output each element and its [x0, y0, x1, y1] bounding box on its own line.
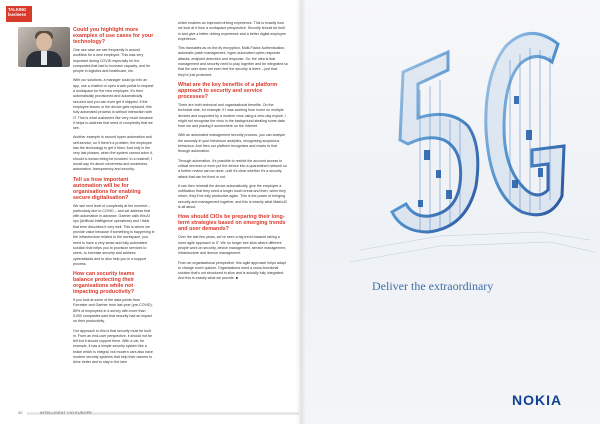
interviewee-portrait [18, 27, 70, 67]
page-footer [0, 410, 300, 418]
answer-paragraph: There are both technical and organisational benefits. On the technical side, for example, if I was working from home on multiple devices and supported by a modern virus using a zero-day exploit, I might not recognise the virus in the background stealing some data from me and placing it somewhere on the Internet. [178, 102, 286, 129]
question-heading: Could you highlight more examples of use cases for your technology? [73, 27, 154, 45]
article-column-2 [178, 21, 288, 286]
nokia-logo: NOKIA [512, 392, 563, 408]
answer-paragraph: This translates as on-the-fly encryption, Multi-Factor Authentication, automatic patch management, hyper-automated cyber-response attacks, endpoint detection and response. So, the idea is that management and security need to play together and be integrated so that the user does not even feel the security is there – just that they're just protected. [178, 46, 288, 77]
page-number: 40 [18, 410, 23, 415]
question-heading: What are the key benefits of a platform approach to security and service processes? [178, 81, 278, 100]
answer-paragraph: Another example is around hyper automation and self-service, so if there's a problem, the employee has the technology to get it fixed. And only in the very last phases, when the system cannot solve it, should a human being be involved. In a nutshell, I would say it's about cleverness and smartness, automation, transparency and security. [73, 135, 153, 172]
answer-paragraph: One use case we see frequently is around workflow for a new employee. This was very important during COVID especially for the companies that had to increase capacity, and for people in logistics and healthcare, etc. [73, 48, 151, 74]
answer-paragraph: If you look at some of the data points from Forrester and Gartner from last year (pre-COVID), 85% of employees in a survey with more than 5,000 companies said that security had an impact on their productivity. [73, 298, 153, 324]
article-column-1 [73, 27, 155, 370]
nokia-advert-page [300, 0, 600, 424]
5g-illustration [300, 0, 600, 424]
question-heading: Tell us how important automation will be for organisations for enabling secure digitalisation? [73, 176, 141, 201]
brand-line-1: TALKING [8, 7, 27, 12]
question-heading: How can security teams balance protecting their organisations while not impacting productivity? [73, 271, 135, 296]
page-gutter [296, 0, 306, 424]
publication-name: INTELLIGENT CIO EUROPE [40, 410, 92, 415]
answer-paragraph: Through automation, it's possible to restrict the account access to critical services or even put the device into a quarantined network so a further review can be done, until it's clear whether it's a security attack that can be fixed or not. [178, 158, 287, 179]
answer-paragraph: We see next level of complexity at the moment – particularly due to COVID – and we address that with automation in advance. Gartner calls this AI ops (Artificial Intelligence operations) and I think that term describes it very well. This is where we provide value because if something is happening in the infrastructure related to the workspace, you need to have a very smart and fully automated solution that helps you to provision services to users, to increase security and address cyberattacks and to also help you in a support process. [73, 203, 155, 266]
answer-paragraph: which enables an improved driving experience. This is exactly how we look at it from a workspace perspective. Security should be built in and give a better driving experience and a better digital employee experience. [178, 21, 286, 41]
answer-paragraph: With our solutions, a manager could go into an app, use a chatbot or open a web portal to request a workspace for the new employee. It's then automatically provisioned and automatically secured and you can even get it shipped. If the employee leaves or the device gets replaced, this fully automated process is without interaction with IT. This is what customers like very much because it helps to address that need of complexity that we see. [73, 78, 154, 131]
brand-line-2: business [8, 12, 27, 17]
talking-business-logo [6, 6, 32, 22]
advert-tagline: Deliver the extraordinary [372, 279, 494, 293]
answer-paragraph: Our approach to this is that security must be built in. From an end-user perspective, it should not be felt but it should support them. With a car, for example, it has a simple security system like a brake which is integral, but modern cars also have modern security systems that help their owners to drive better and to stay in the lane [73, 328, 153, 365]
question-heading: How should CIOs be preparing their long-term strategies based on emerging trends and user demands? [178, 214, 286, 233]
answer-paragraph: With an automated management security process, you can analyse the anomaly in your behaviour analytics, recognising suspicious behaviour. And then our platform recognises and reacts to that through automation. [178, 133, 286, 154]
answer-paragraph: It can then reinstall the device automatically, give the employee a notification that they need a longer lunch break and then, when they return, they'll be fully productive again. This is the power of bringing security and management together, and this is exactly what Matrix42 is all about. [178, 183, 288, 210]
answer-paragraph: Over the last few years, we've seen a big trend towards taking a more agile approach to IT. We no longer see silos where different people work on security, device management, service management, infrastructure and licence management. [178, 235, 287, 256]
answer-paragraph: From an organisational perspective, this agile approach helps adapt to change much quicker. Organisations need a cross-functional solution that's not structured in silos and is actually fully integrated. And this is exactly what we provide. ■ [178, 260, 286, 281]
